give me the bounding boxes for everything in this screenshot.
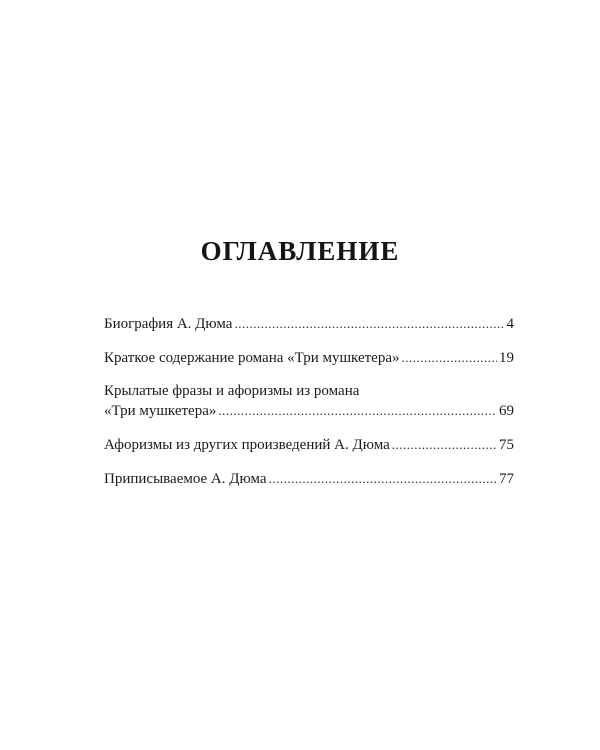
dot-leader xyxy=(218,401,497,420)
toc-entry-other-aphorisms[interactable] xyxy=(104,435,514,455)
dot-leader xyxy=(234,314,504,333)
toc-entry-page: 69 xyxy=(499,403,514,419)
toc-entry-page: 75 xyxy=(499,437,514,453)
toc-entry-title: Биография А. Дюма xyxy=(104,316,233,332)
toc-entry-page: 19 xyxy=(499,350,514,366)
toc-entry-page: 77 xyxy=(499,471,514,487)
dot-leader xyxy=(402,348,498,367)
table-of-contents xyxy=(104,314,514,503)
toc-entry-quotes[interactable] xyxy=(104,382,514,421)
toc-entry-summary[interactable] xyxy=(104,348,514,368)
dot-leader xyxy=(392,435,497,454)
toc-entry-title: Афоризмы из других произведений А. Дюма xyxy=(104,437,390,453)
page-title: ОГЛАВЛЕНИЕ xyxy=(200,236,400,266)
dot-leader xyxy=(269,469,497,488)
toc-entry-biography[interactable] xyxy=(104,314,514,334)
toc-entry-page: 4 xyxy=(506,316,514,332)
toc-entry-title: Краткое содержание романа «Три мушкетера» xyxy=(104,350,400,366)
toc-entry-title-line1: Крылатые фразы и афоризмы из романа xyxy=(104,383,360,399)
toc-entry-title: Приписываемое А. Дюма xyxy=(104,471,267,487)
toc-entry-title: «Три мушкетера» xyxy=(104,403,217,419)
toc-entry-attributed[interactable] xyxy=(104,469,514,489)
